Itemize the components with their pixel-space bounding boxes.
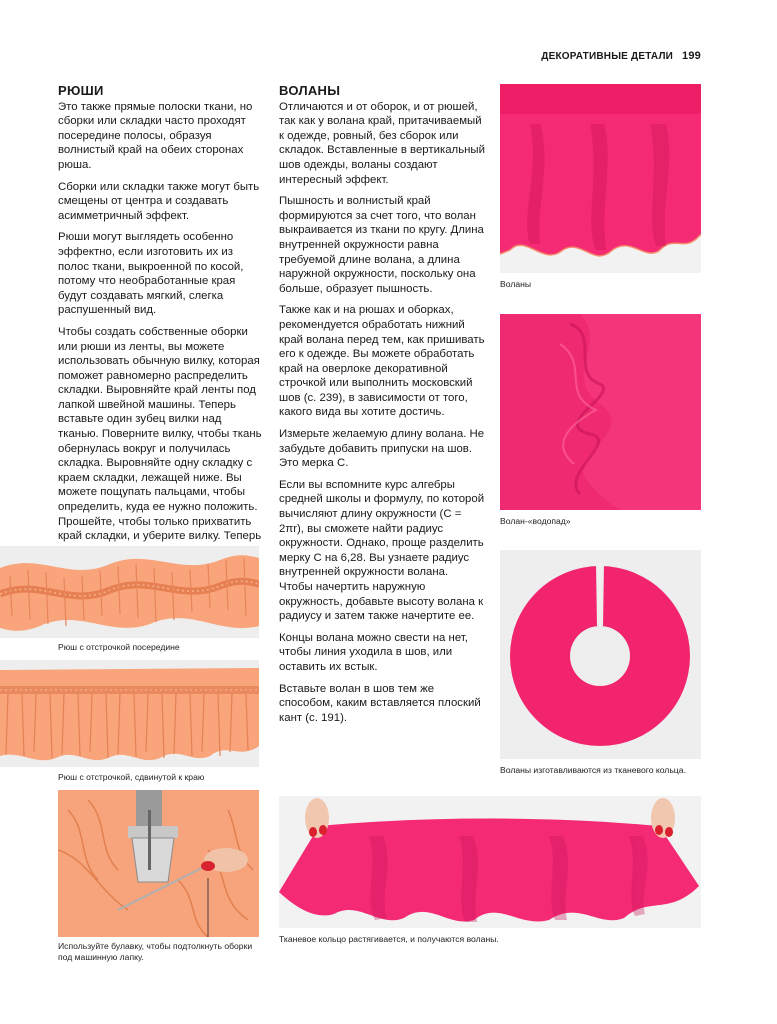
paragraph: Также как и на рюшах и оборках, рекомендуется обработать нижний край волана перед тем, как пришивать его к одежде. Вы можете обработать край на оверлоке декоративной строчкой или выполнить московский шов (с. 239), в зависимости от того, какого вида вы хотите достичь. [279, 304, 485, 419]
caption: Рюш с отстрочкой посередине [58, 642, 180, 652]
paragraph: Рюши могут выглядеть особенно эффектно, если изготовить их из полос ткани, выкроенной по косой, потому что необработанные края будут создавать мягкий, слегка распушенный вид. [58, 231, 244, 317]
paragraph: Концы волана можно свести на нет, чтобы линия уходила в шов, или оставить их встык. [279, 631, 468, 673]
photo-fabric-ring [500, 550, 701, 759]
photo-cascade-flounce [500, 314, 701, 510]
paragraph: Чтобы создать собственные оборки или рюши из ленты, вы можете использовать обычную вилку, которая поможет равномерно распределить складки. Выровняйте край ленты под лапкой швейной машины. Теперь вставьте один зубец вилки над тканью. Поверните вилку, чтобы ткань обернулась вокруг и получилась складка. Выровняйте одну складку с краем складки, лежащей ниже. Вы можете пощупать пальцами, чтобы определить, куда ее нужно положить. Прошейте, чтобы только прихватить край складки, и уберите вилку. Теперь [58, 325, 262, 543]
page-number: 199 [682, 50, 701, 62]
photo-ruffle-edge-stitch [0, 660, 259, 767]
paragraph: Это также прямые полоски ткани, но сборки или складки часто проходят посередине полосы, образуя волнистый край на обеих сторонах рюша. [58, 100, 253, 171]
caption: Воланы изготавливаются из тканевого кольца. [500, 765, 686, 775]
paragraph: Пышность и волнистый край формируются за счет того, что волан выкраивается из ткани по кругу. Длина внутренней окружности равна требуемой длине волана, а длина наружной окружности, поскольку она больше, образует пышность. [279, 195, 484, 295]
ruffles-heading: РЮШИ [58, 83, 104, 98]
photo-flounces [500, 84, 701, 273]
caption: Рюш с отстрочкой, сдвинутой к краю [58, 772, 205, 782]
caption: Тканевое кольцо растягивается, и получаются воланы. [279, 934, 499, 944]
middle-column [279, 84, 485, 732]
section-title: ДЕКОРАТИВНЫЕ ДЕТАЛИ [541, 51, 674, 62]
photo-sewing-machine-pin [58, 790, 259, 937]
paragraph: Если вы вспомните курс алгебры средней школы и формулу, по которой вычисляют длину окружности (C = 2πr), вы сможете найти радиус окружности. Однако, проще разделить мерку С на 6,28. Вы узнаете радиус внутренней окружности волана. Чтобы начертить наружную окружность, добавьте высоту волана к радиусу и затем также начертите ее. [279, 478, 485, 623]
flounces-heading: ВОЛАНЫ [279, 83, 341, 98]
paragraph: Отличаются и от оборок, и от рюшей, так как у волана край, притачиваемый к одежде, ровный, без сборок или складок. Вставленные в вертикальный шов одежды, воланы создают интересный эффект. [279, 100, 485, 186]
paragraph: Измерьте желаемую длину волана. Не забудьте добавить припуски на шов. Это мерка С. [279, 428, 485, 470]
running-header [541, 50, 701, 62]
caption: Волан-«водопад» [500, 516, 571, 526]
caption: Воланы [500, 279, 532, 289]
left-column [58, 84, 262, 595]
paragraph: Сборки или складки также могут быть смещены от центра и создавать асимметричный эффект. [58, 180, 260, 222]
caption: Используйте булавку, чтобы подтолкнуть оборки под машинную лапку. [58, 941, 253, 962]
paragraph: Вставьте волан в шов тем же способом, каким вставляется плоский кант (с. 191). [279, 682, 481, 724]
photo-stretched-ring [279, 796, 701, 928]
photo-ruffle-middle-stitch [0, 546, 259, 638]
